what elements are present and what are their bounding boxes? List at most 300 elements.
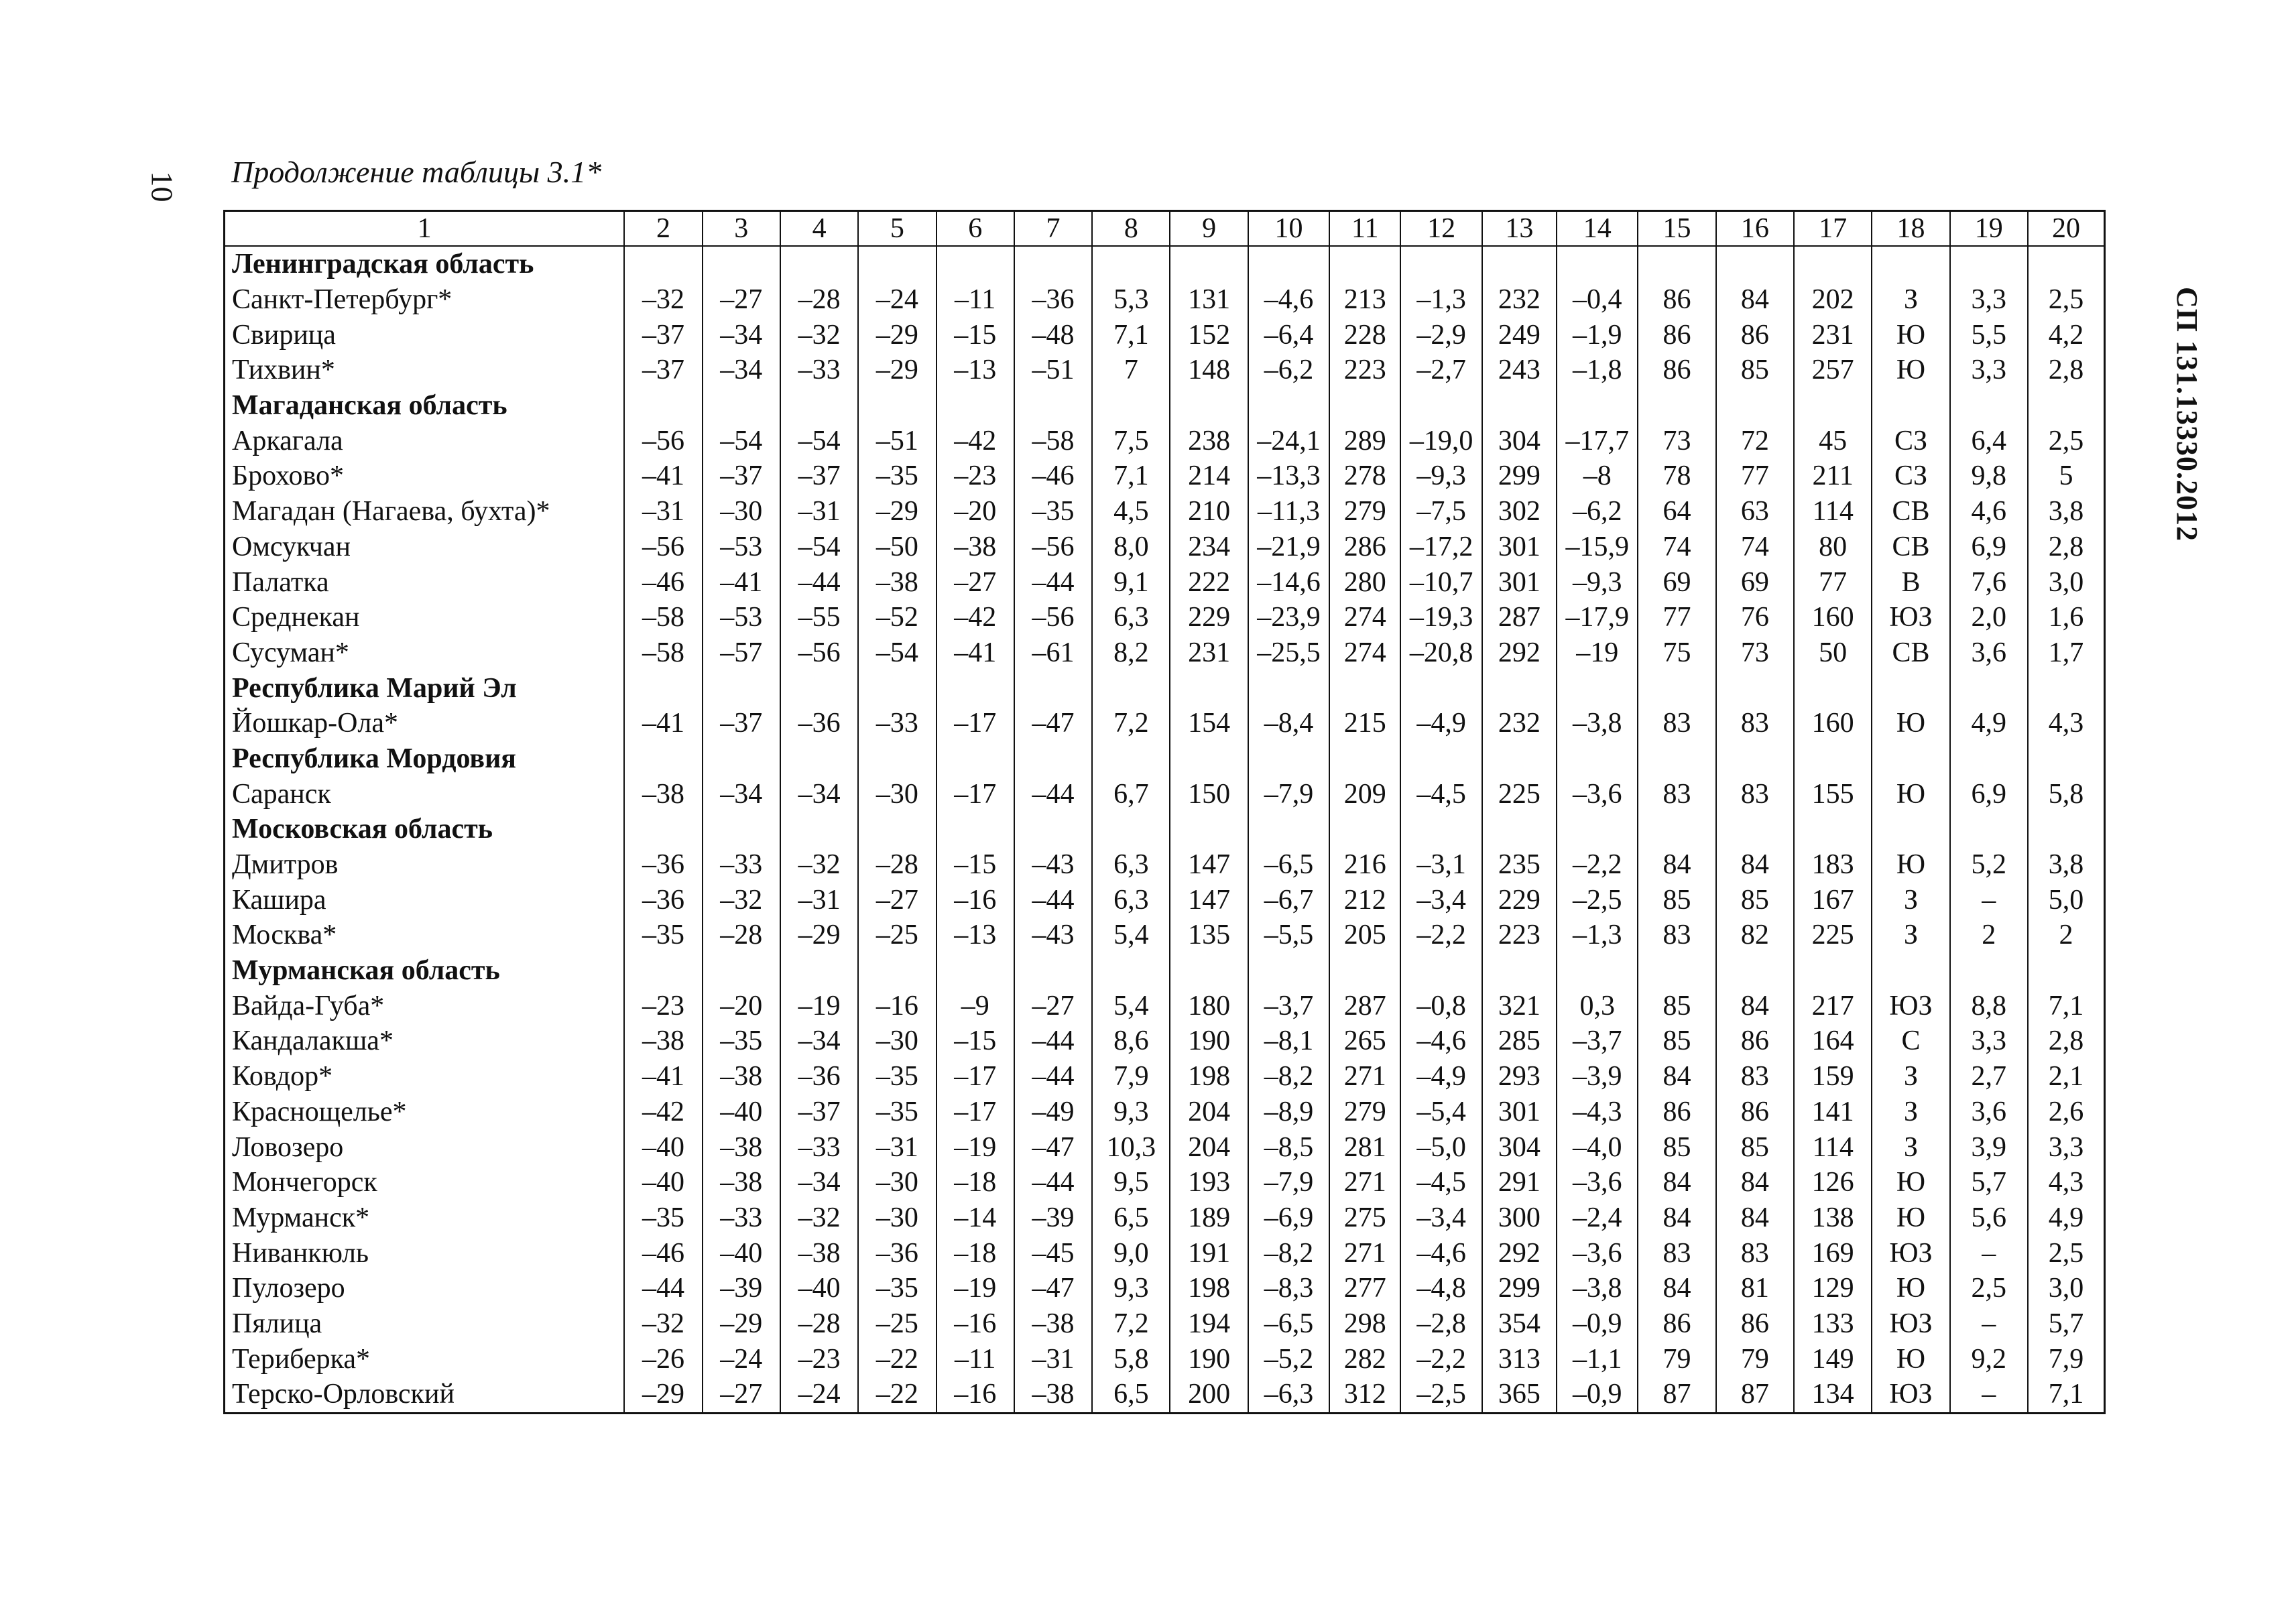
table-cell: Ю — [1872, 1165, 1949, 1200]
table-cell: –47 — [1014, 1271, 1092, 1306]
table-cell: –24 — [703, 1341, 780, 1377]
table-cell: 148 — [1170, 353, 1248, 388]
table-cell — [1638, 670, 1715, 706]
table-cell: СВ — [1872, 494, 1949, 529]
table-row — [225, 988, 2105, 1023]
table-cell: 74 — [1638, 529, 1715, 565]
table-cell: З — [1872, 282, 1949, 318]
table-row — [225, 529, 2105, 565]
table-cell: –4,0 — [1557, 1129, 1638, 1165]
table-cell: –17,7 — [1557, 423, 1638, 458]
table-cell: –40 — [624, 1129, 702, 1165]
table-cell: –56 — [624, 529, 702, 565]
table-cell: 84 — [1638, 847, 1715, 883]
table-cell — [1170, 953, 1248, 989]
table-cell: –51 — [858, 423, 936, 458]
table-cell: 9,5 — [1092, 1165, 1170, 1200]
table-cell: –37 — [780, 458, 858, 494]
station-name: Дмитров — [225, 847, 625, 883]
table-cell: 265 — [1329, 1023, 1400, 1059]
table-cell — [1170, 388, 1248, 424]
table-cell: –35 — [858, 458, 936, 494]
table-cell: –22 — [858, 1377, 936, 1413]
table-cell: 80 — [1794, 529, 1872, 565]
table-cell: 135 — [1170, 918, 1248, 953]
table-row — [225, 776, 2105, 812]
table-cell: –17 — [936, 706, 1014, 741]
table-cell: 354 — [1482, 1306, 1557, 1342]
table-cell: 85 — [1716, 882, 1794, 918]
table-cell: ЮЗ — [1872, 1306, 1949, 1342]
table-cell — [1092, 812, 1170, 847]
table-cell: –41 — [936, 635, 1014, 671]
table-cell: 4,5 — [1092, 494, 1170, 529]
table-cell: 86 — [1638, 353, 1715, 388]
table-cell — [1248, 812, 1329, 847]
table-cell: –32 — [624, 282, 702, 318]
table-cell: 210 — [1170, 494, 1248, 529]
table-cell: 2,5 — [2028, 423, 2105, 458]
table-cell — [2028, 388, 2105, 424]
table-cell: 280 — [1329, 564, 1400, 600]
table-cell: Ю — [1872, 1341, 1949, 1377]
table-cell: 50 — [1794, 635, 1872, 671]
table-cell: 63 — [1716, 494, 1794, 529]
table-row — [225, 423, 2105, 458]
table-cell: –36 — [858, 1235, 936, 1271]
table-cell — [1092, 741, 1170, 777]
table-cell: –2,5 — [1400, 1377, 1482, 1413]
table-cell: 2,5 — [2028, 282, 2105, 318]
table-caption: Продолжение таблицы 3.1* — [231, 155, 602, 189]
table-cell: 87 — [1716, 1377, 1794, 1413]
table-cell: 4,6 — [1950, 494, 2028, 529]
table-cell: –13,3 — [1248, 458, 1329, 494]
table-cell: –5,5 — [1248, 918, 1329, 953]
table-cell: 64 — [1638, 494, 1715, 529]
table-cell: 8,0 — [1092, 529, 1170, 565]
table-cell — [936, 246, 1014, 282]
table-cell: 83 — [1716, 1235, 1794, 1271]
column-header: 8 — [1092, 211, 1170, 247]
table-cell: –8,1 — [1248, 1023, 1329, 1059]
table-cell: 86 — [1716, 1023, 1794, 1059]
table-cell: –16 — [858, 988, 936, 1023]
table-cell: –4,8 — [1400, 1271, 1482, 1306]
station-name: Терско-Орловский — [225, 1377, 625, 1413]
table-cell: –32 — [624, 1306, 702, 1342]
table-cell: –9 — [936, 988, 1014, 1023]
table-cell: 9,8 — [1950, 458, 2028, 494]
table-cell: 281 — [1329, 1129, 1400, 1165]
table-cell — [1638, 953, 1715, 989]
station-name: Ковдор* — [225, 1059, 625, 1095]
table-cell: –17,9 — [1557, 600, 1638, 635]
table-cell: 3,8 — [2028, 847, 2105, 883]
table-cell: –23,9 — [1248, 600, 1329, 635]
table-cell: –4,6 — [1248, 282, 1329, 318]
table-cell: –22 — [858, 1341, 936, 1377]
table-cell: 164 — [1794, 1023, 1872, 1059]
table-cell: –4,3 — [1557, 1095, 1638, 1130]
table-cell — [1872, 670, 1949, 706]
station-name: Санкт-Петербург* — [225, 282, 625, 318]
table-cell: –29 — [858, 317, 936, 353]
table-cell: –44 — [1014, 776, 1092, 812]
table-row — [225, 600, 2105, 635]
table-cell: –30 — [858, 776, 936, 812]
table-row — [225, 1200, 2105, 1236]
table-cell: –7,5 — [1400, 494, 1482, 529]
table-cell: –27 — [703, 1377, 780, 1413]
table-cell: –2,9 — [1400, 317, 1482, 353]
table-cell: 232 — [1482, 706, 1557, 741]
table-cell: 4,9 — [1950, 706, 2028, 741]
table-cell: 279 — [1329, 494, 1400, 529]
table-cell: –38 — [624, 776, 702, 812]
table-cell: –34 — [780, 776, 858, 812]
table-cell — [1872, 812, 1949, 847]
table-cell: 2,7 — [1950, 1059, 2028, 1095]
table-cell: –17 — [936, 1095, 1014, 1130]
table-cell — [1014, 670, 1092, 706]
table-cell: 3,8 — [2028, 494, 2105, 529]
column-header: 18 — [1872, 211, 1949, 247]
table-cell — [1950, 953, 2028, 989]
table-cell: 83 — [1716, 1059, 1794, 1095]
table-cell: 5 — [2028, 458, 2105, 494]
table-cell: 152 — [1170, 317, 1248, 353]
table-cell: 141 — [1794, 1095, 1872, 1130]
region-name: Ленинградская область — [225, 246, 625, 282]
table-cell: 76 — [1716, 600, 1794, 635]
table-cell: 198 — [1170, 1271, 1248, 1306]
table-cell — [936, 953, 1014, 989]
table-cell: –19,3 — [1400, 600, 1482, 635]
table-cell: –3,8 — [1557, 1271, 1638, 1306]
table-cell: –7,9 — [1248, 776, 1329, 812]
table-cell: 2,5 — [2028, 1235, 2105, 1271]
table-cell: –6,9 — [1248, 1200, 1329, 1236]
table-cell: 2,5 — [1950, 1271, 2028, 1306]
table-cell: 114 — [1794, 494, 1872, 529]
table-cell: 84 — [1716, 988, 1794, 1023]
table-cell: 9,1 — [1092, 564, 1170, 600]
table-cell — [936, 670, 1014, 706]
table-cell: 85 — [1638, 988, 1715, 1023]
table-cell: –16 — [936, 1377, 1014, 1413]
station-name: Кандалакша* — [225, 1023, 625, 1059]
table-cell: –36 — [780, 706, 858, 741]
table-cell: –38 — [1014, 1377, 1092, 1413]
table-cell: –33 — [858, 706, 936, 741]
table-cell — [1014, 246, 1092, 282]
table-cell: –53 — [703, 529, 780, 565]
table-cell — [1557, 953, 1638, 989]
table-cell — [1716, 812, 1794, 847]
table-cell: –35 — [858, 1095, 936, 1130]
table-cell — [1872, 388, 1949, 424]
table-cell: 3,0 — [2028, 1271, 2105, 1306]
column-header: 11 — [1329, 211, 1400, 247]
table-cell: –11 — [936, 1341, 1014, 1377]
table-cell: 4,2 — [2028, 317, 2105, 353]
table-cell — [624, 812, 702, 847]
page-number: 10 — [145, 171, 180, 202]
table-cell: 84 — [1716, 1165, 1794, 1200]
table-cell: 150 — [1170, 776, 1248, 812]
station-name: Ловозеро — [225, 1129, 625, 1165]
table-cell: –3,7 — [1557, 1023, 1638, 1059]
table-cell: 82 — [1716, 918, 1794, 953]
table-cell — [1794, 670, 1872, 706]
table-row — [225, 564, 2105, 600]
table-cell: 86 — [1638, 1095, 1715, 1130]
table-cell: 8,8 — [1950, 988, 2028, 1023]
table-cell: –58 — [624, 635, 702, 671]
table-cell: 235 — [1482, 847, 1557, 883]
table-cell: –18 — [936, 1165, 1014, 1200]
table-cell — [703, 246, 780, 282]
table-cell: –19 — [936, 1271, 1014, 1306]
table-cell — [1950, 246, 2028, 282]
table-cell: 84 — [1716, 1200, 1794, 1236]
table-cell: 204 — [1170, 1095, 1248, 1130]
table-cell: –27 — [858, 882, 936, 918]
station-name: Краснощелье* — [225, 1095, 625, 1130]
table-cell: –41 — [624, 706, 702, 741]
table-cell: 200 — [1170, 1377, 1248, 1413]
table-cell: 160 — [1794, 600, 1872, 635]
table-cell: ЮЗ — [1872, 1235, 1949, 1271]
table-cell: –27 — [703, 282, 780, 318]
table-cell: –8,9 — [1248, 1095, 1329, 1130]
table-cell: –44 — [1014, 1023, 1092, 1059]
table-cell — [1400, 388, 1482, 424]
table-cell: –6,7 — [1248, 882, 1329, 918]
table-cell — [1482, 246, 1557, 282]
table-row — [225, 1235, 2105, 1271]
table-cell: –33 — [703, 1200, 780, 1236]
table-cell: 8,6 — [1092, 1023, 1170, 1059]
table-cell: 78 — [1638, 458, 1715, 494]
table-cell: 277 — [1329, 1271, 1400, 1306]
table-cell: 69 — [1638, 564, 1715, 600]
column-header: 3 — [703, 211, 780, 247]
table-cell: –14,6 — [1248, 564, 1329, 600]
table-cell — [1248, 246, 1329, 282]
table-cell: 84 — [1638, 1059, 1715, 1095]
table-cell: –38 — [703, 1129, 780, 1165]
table-cell — [858, 741, 936, 777]
table-cell: Ю — [1872, 1271, 1949, 1306]
table-cell — [1248, 388, 1329, 424]
column-header: 15 — [1638, 211, 1715, 247]
table-cell — [1716, 741, 1794, 777]
table-cell: –17,2 — [1400, 529, 1482, 565]
table-cell: –37 — [624, 317, 702, 353]
table-cell: 7,1 — [1092, 458, 1170, 494]
table-cell: 275 — [1329, 1200, 1400, 1236]
table-cell: 7,1 — [2028, 988, 2105, 1023]
table-cell: 147 — [1170, 847, 1248, 883]
table-cell — [624, 388, 702, 424]
table-cell: – — [1950, 1306, 2028, 1342]
table-cell: –2,2 — [1557, 847, 1638, 883]
table-cell: 5,8 — [2028, 776, 2105, 812]
table-cell: –2,8 — [1400, 1306, 1482, 1342]
table-cell: –6,5 — [1248, 1306, 1329, 1342]
column-header: 16 — [1716, 211, 1794, 247]
table-cell: –51 — [1014, 353, 1092, 388]
table-row — [225, 1306, 2105, 1342]
table-cell — [858, 670, 936, 706]
table-cell: –6,5 — [1248, 847, 1329, 883]
column-header: 9 — [1170, 211, 1248, 247]
table-cell: 212 — [1329, 882, 1400, 918]
table-cell: –2,5 — [1557, 882, 1638, 918]
table-cell: 2,8 — [2028, 353, 2105, 388]
table-cell: 304 — [1482, 423, 1557, 458]
table-cell: 198 — [1170, 1059, 1248, 1095]
table-cell: 83 — [1638, 918, 1715, 953]
table-cell: 3,3 — [1950, 282, 2028, 318]
table-cell: –31 — [624, 494, 702, 529]
column-header: 7 — [1014, 211, 1092, 247]
table-cell: 2,0 — [1950, 600, 2028, 635]
table-cell: 2 — [2028, 918, 2105, 953]
column-header: 14 — [1557, 211, 1638, 247]
table-cell: –15 — [936, 317, 1014, 353]
table-cell: СЗ — [1872, 458, 1949, 494]
table-cell: 3,3 — [2028, 1129, 2105, 1165]
table-cell: Ю — [1872, 706, 1949, 741]
table-cell: 5,7 — [1950, 1165, 2028, 1200]
table-cell: 6,3 — [1092, 847, 1170, 883]
table-cell: 274 — [1329, 600, 1400, 635]
station-name: Москва* — [225, 918, 625, 953]
table-cell: –23 — [624, 988, 702, 1023]
table-cell: 4,9 — [2028, 1200, 2105, 1236]
table-cell — [2028, 246, 2105, 282]
table-cell: –46 — [624, 564, 702, 600]
table-cell: –2,2 — [1400, 918, 1482, 953]
table-cell: 228 — [1329, 317, 1400, 353]
table-cell: –19 — [780, 988, 858, 1023]
table-cell: 223 — [1482, 918, 1557, 953]
table-cell — [1329, 388, 1400, 424]
table-cell — [936, 388, 1014, 424]
table-cell: –30 — [858, 1023, 936, 1059]
table-cell: 222 — [1170, 564, 1248, 600]
table-cell: –32 — [780, 317, 858, 353]
table-cell: –37 — [703, 458, 780, 494]
table-cell: 365 — [1482, 1377, 1557, 1413]
table-cell: 225 — [1794, 918, 1872, 953]
table-cell: –34 — [703, 353, 780, 388]
table-cell: 189 — [1170, 1200, 1248, 1236]
table-cell: –40 — [624, 1165, 702, 1200]
table-cell: 79 — [1638, 1341, 1715, 1377]
table-cell: –1,1 — [1557, 1341, 1638, 1377]
table-cell: СВ — [1872, 635, 1949, 671]
table-cell: 8,2 — [1092, 635, 1170, 671]
station-name: Вайда-Губа* — [225, 988, 625, 1023]
table-cell: 134 — [1794, 1377, 1872, 1413]
station-name: Омсукчан — [225, 529, 625, 565]
table-cell: 190 — [1170, 1023, 1248, 1059]
table-cell: С — [1872, 1023, 1949, 1059]
table-cell: 129 — [1794, 1271, 1872, 1306]
table-cell: –1,3 — [1400, 282, 1482, 318]
table-cell: –15,9 — [1557, 529, 1638, 565]
table-cell: 72 — [1716, 423, 1794, 458]
table-cell — [1482, 388, 1557, 424]
region-name: Мурманская область — [225, 953, 625, 989]
table-cell: 231 — [1170, 635, 1248, 671]
table-cell: –49 — [1014, 1095, 1092, 1130]
table-cell: 301 — [1482, 1095, 1557, 1130]
table-cell: – — [1950, 1377, 2028, 1413]
table-cell: 169 — [1794, 1235, 1872, 1271]
table-cell: –31 — [858, 1129, 936, 1165]
table-cell: 7,1 — [2028, 1377, 2105, 1413]
table-row — [225, 1129, 2105, 1165]
table-cell: –6,4 — [1248, 317, 1329, 353]
table-cell: –11 — [936, 282, 1014, 318]
table-cell: –23 — [780, 1341, 858, 1377]
table-cell: 313 — [1482, 1341, 1557, 1377]
table-cell: 6,5 — [1092, 1377, 1170, 1413]
table-cell — [1872, 953, 1949, 989]
table-cell — [780, 670, 858, 706]
table-cell: –13 — [936, 918, 1014, 953]
table-cell: 202 — [1794, 282, 1872, 318]
table-cell: 83 — [1638, 706, 1715, 741]
table-cell — [1638, 812, 1715, 847]
region-name: Московская область — [225, 812, 625, 847]
table-cell: –20,8 — [1400, 635, 1482, 671]
table-cell: –41 — [703, 564, 780, 600]
table-cell: –30 — [703, 494, 780, 529]
table-cell: –54 — [703, 423, 780, 458]
table-cell: 9,0 — [1092, 1235, 1170, 1271]
table-cell: 292 — [1482, 1235, 1557, 1271]
table-cell: В — [1872, 564, 1949, 600]
table-cell: –19,0 — [1400, 423, 1482, 458]
table-cell: 2,8 — [2028, 529, 2105, 565]
table-cell: 4,3 — [2028, 1165, 2105, 1200]
table-cell — [1014, 741, 1092, 777]
table-cell: –43 — [1014, 847, 1092, 883]
table-cell: 7,5 — [1092, 423, 1170, 458]
table-cell: –30 — [858, 1165, 936, 1200]
table-cell: –0,9 — [1557, 1306, 1638, 1342]
table-cell: –44 — [780, 564, 858, 600]
table-cell: –13 — [936, 353, 1014, 388]
table-cell: 5,0 — [2028, 882, 2105, 918]
table-cell: 234 — [1170, 529, 1248, 565]
table-cell: –36 — [624, 847, 702, 883]
region-row — [225, 670, 2105, 706]
table-cell: 301 — [1482, 564, 1557, 600]
table-cell: 225 — [1482, 776, 1557, 812]
table-cell: 287 — [1329, 988, 1400, 1023]
table-cell — [1950, 812, 2028, 847]
table-cell: 77 — [1716, 458, 1794, 494]
table-row — [225, 317, 2105, 353]
table-cell: –1,8 — [1557, 353, 1638, 388]
